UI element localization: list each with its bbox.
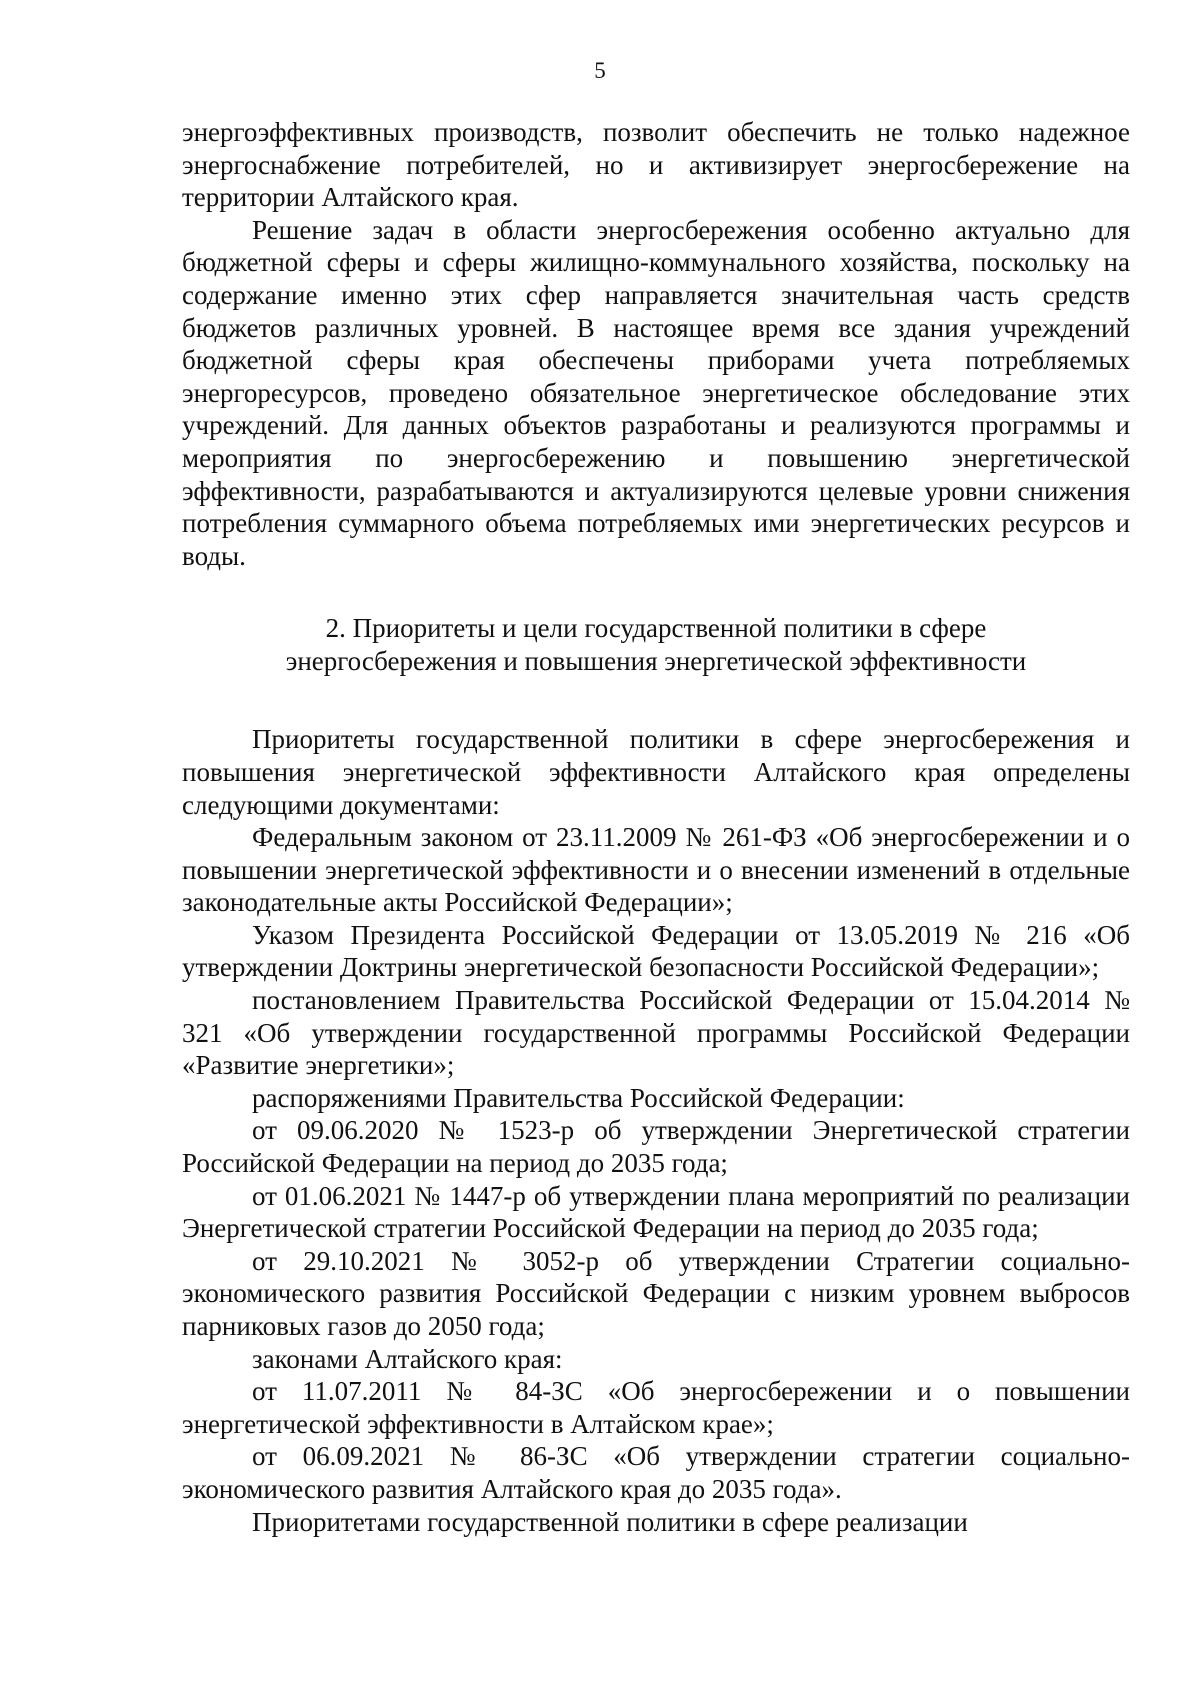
paragraph: Приоритеты государственной политики в сфере энергосбережения и повышения энергетической эффективности Алтайского края определены следующими документами: — [182, 724, 1130, 820]
paragraph: законами Алтайского края: — [252, 1343, 563, 1374]
page-number: 5 — [594, 58, 606, 83]
paragraph: от 09.06.2020 № 1523-р об утверждении Энергетической стратегии Российской Федерации на период до 2035 года; — [182, 1115, 1130, 1179]
paragraph: от 11.07.2011 № 84-ЗС «Об энергосбережении и о повышении энергетической эффективности в Алтайском крае»; — [182, 1376, 1130, 1439]
paragraph: Указом Президента Российской Федерации от 13.05.2019 № 216 «Об утверждении Доктрины энергетической безопасности Российской Федерации»; — [182, 919, 1130, 983]
paragraph: от 06.09.2021 № 86-ЗС «Об утверждении стратегии социально-экономического развития Алтайского края до 2035 года». — [182, 1441, 1130, 1504]
paragraph: Решение задач в области энергосбережения особенно актуально для бюджетной сферы и сферы жилищно-коммунального хозяйства, поскольку на содержание именно этих сфер направляется значительная часть средств бюджетов различных уровней. В настоящее время все здания учреждений бюджетной сферы края обеспечены приборами учета потребляемых энергоресурсов, проведено обязательное энергетическое обследование этих учреждений. Для данных объектов разработаны и реализуются программы и мероприятия по энергосбережению и повышению энергетической эффективности, разрабатываются и актуализируются целевые уровни снижения потребления суммарного объема потребляемых ими энергетических ресурсов и воды. — [182, 214, 1130, 571]
paragraph: распоряжениями Правительства Российской Федерации: — [252, 1082, 905, 1113]
paragraph: от 01.06.2021 № 1447-р об утверждении плана мероприятий по реализации Энергетической стратегии Российской Федерации на период до 2035 года; — [182, 1180, 1130, 1244]
section-heading-line: 2. Приоритеты и цели государственной политики в сфере — [325, 613, 987, 644]
document-body — [182, 116, 1130, 1538]
paragraph: Федеральным законом от 23.11.2009 № 261-ФЗ «Об энергосбережении и о повышении энергетической эффективности и о внесении изменений в отдельные законодательные акты Российской Федерации»; — [182, 822, 1130, 918]
paragraph: постановлением Правительства Российской Федерации от 15.04.2014 № 321 «Об утверждении государственной программы Российской Федерации «Развитие энергетики»; — [182, 985, 1130, 1081]
paragraph: от 29.10.2021 № 3052-р об утверждении Стратегии социально-экономического развития Российской Федерации с низким уровнем выбросов парниковых газов до 2050 года; — [182, 1245, 1130, 1341]
paragraph: Приоритетами государственной политики в сфере реализации — [252, 1506, 968, 1537]
section-heading — [182, 612, 1130, 678]
paragraph: энергоэффективных производств, позволит обеспечить не только надежное энергоснабжение потребителей, но и активизирует энергосбережение на территории Алтайского края. — [182, 117, 1130, 213]
section-heading-line: энергосбережения и повышения энергетической эффективности — [285, 646, 1027, 677]
